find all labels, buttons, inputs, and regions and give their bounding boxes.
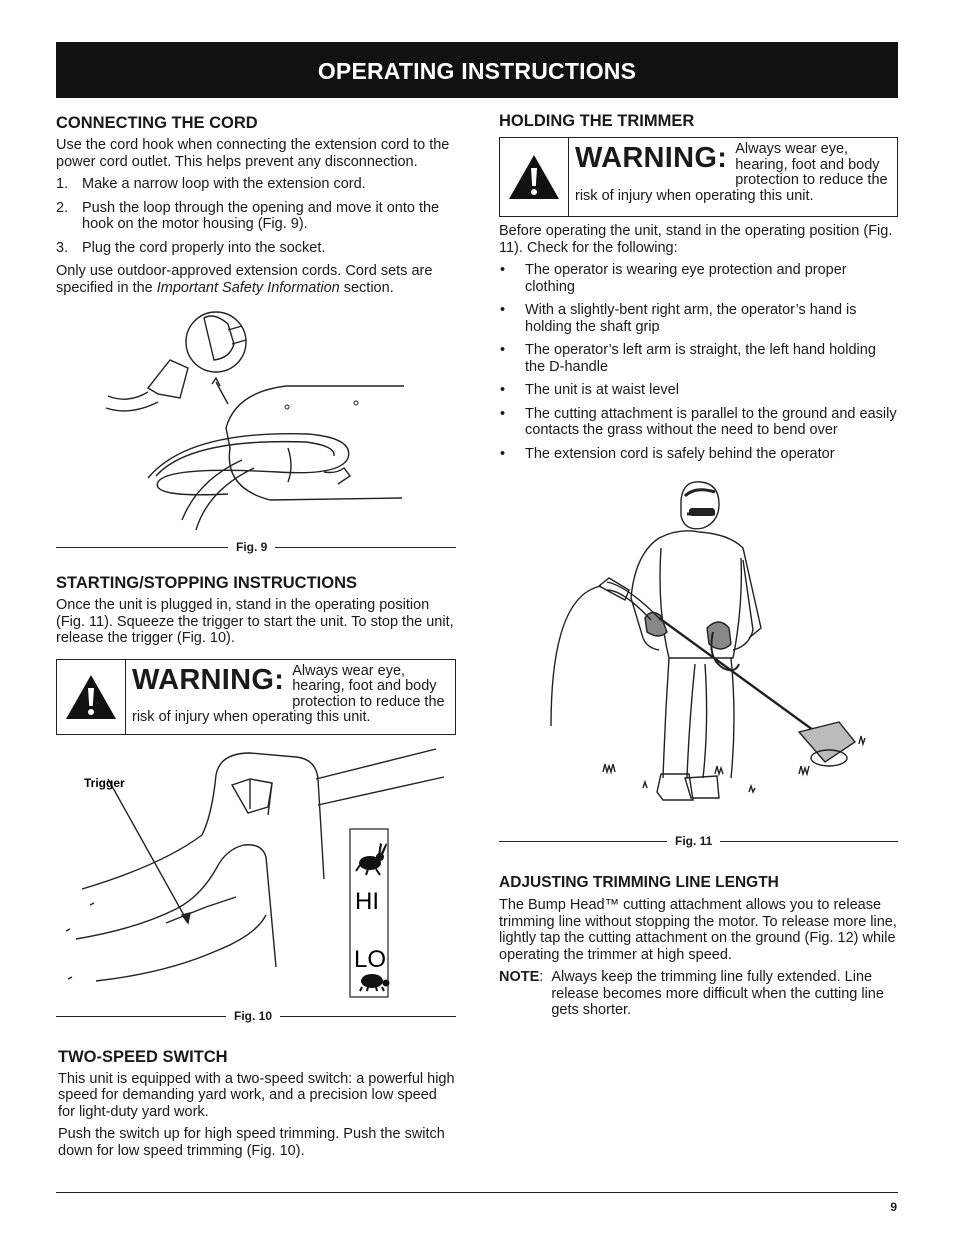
page-title: OPERATING INSTRUCTIONS <box>317 58 637 84</box>
safety-glasses <box>689 508 715 516</box>
list-item: • The unit is at waist level <box>500 382 679 398</box>
operator-drawing <box>499 474 898 826</box>
fig-11-illustration <box>499 474 898 826</box>
fig-9-label: Fig. 9 <box>228 540 275 554</box>
list-item: • The extension cord is safely behind the operator <box>500 445 835 462</box>
connecting-heading: CONNECTING THE CORD <box>56 114 258 132</box>
adjusting-heading: ADJUSTING TRIMMING LINE LENGTH <box>499 874 779 891</box>
left-column <box>56 113 456 1159</box>
warning-text-right: WARNING: Always wear eye, hearing, foot and body protection to reduce the risk of injury when operating this unit. <box>575 141 888 204</box>
warning-word: WARNING: <box>575 142 728 174</box>
holding-checklist <box>499 262 898 462</box>
two-speed-heading: TWO-SPEED SWITCH <box>58 1047 228 1066</box>
list-item: • With a slightly-bent right arm, the operator’s hand is holding the shaft grip <box>500 302 857 335</box>
holding-intro: Before operating the unit, stand in the operating position (Fig. 11). Check for the following: <box>499 223 893 256</box>
hi-label: HI <box>355 887 379 915</box>
page-banner <box>56 42 898 98</box>
warning-word: WARNING: <box>132 663 285 696</box>
fig-11-caption <box>499 834 898 848</box>
turtle-icon <box>360 974 390 991</box>
warning-icon-cell <box>500 138 569 216</box>
fig-9-illustration <box>56 300 456 540</box>
connecting-intro: Use the cord hook when connecting the extension cord to the power cord outlet. This helps prevent any disconnection. <box>56 137 450 170</box>
right-column <box>499 111 898 1019</box>
list-item: • The operator’s left arm is straight, the left hand holding the D-handle <box>500 342 876 375</box>
fig-10-caption <box>56 1009 456 1023</box>
page-number: 9 <box>890 1200 897 1214</box>
warning-text-left: WARNING: Always wear eye, hearing, foot and body protection to reduce the risk of injury when operating this unit. <box>132 662 445 725</box>
holding-heading: HOLDING THE TRIMMER <box>499 112 695 130</box>
lo-label: LO <box>354 945 387 973</box>
note-label: NOTE <box>499 969 540 985</box>
list-item: 3. Plug the cord properly into the socket. <box>56 239 326 256</box>
fig-10-label: Fig. 10 <box>226 1009 280 1023</box>
list-item: 1. Make a narrow loop with the extension cord. <box>56 176 366 192</box>
warning-triangle-icon <box>506 152 562 202</box>
fig-9-caption <box>56 540 456 554</box>
warning-triangle-icon <box>63 672 119 722</box>
footer-rule <box>56 1192 898 1193</box>
note-text: Always keep the trimming line fully extended. Line release becomes more difficult when the cutting line gets shorter. <box>551 969 884 1018</box>
two-speed-para-2: Push the switch up for high speed trimming. Push the switch down for low speed trimming (Fig. 10). <box>58 1126 445 1159</box>
fig-11-label: Fig. 11 <box>667 834 720 848</box>
connecting-steps <box>56 176 456 256</box>
cord-hook-drawing <box>56 300 456 540</box>
starting-text: Once the unit is plugged in, stand in the operating position (Fig. 11). Squeeze the trigger to start the unit. To stop the unit, release the trigger (Fig. 10). <box>56 597 454 646</box>
starting-heading: STARTING/STOPPING INSTRUCTIONS <box>56 574 357 592</box>
trigger-label: Trigger <box>84 775 125 790</box>
warning-icon-cell <box>57 660 126 734</box>
warning-box-left <box>56 659 456 735</box>
rabbit-icon <box>356 843 387 875</box>
list-item: • The operator is wearing eye protection and proper clothing <box>500 262 847 295</box>
cord-sets-paragraph: Only use outdoor-approved extension cords. Cord sets are specified in the Important Safety Information section. <box>56 263 433 296</box>
list-item: • The cutting attachment is parallel to the ground and easily contacts the grass without the need to bend over <box>500 405 897 438</box>
trigger-switch-drawing <box>56 745 456 1009</box>
list-item: 2. Push the loop through the opening and move it onto the hook on the motor housing (Fig. 9). <box>56 199 440 232</box>
note-block: NOTE : Always keep the trimming line fully extended. Line release becomes more difficult when the cutting line gets shorter. <box>499 969 898 1019</box>
two-speed-para-1: This unit is equipped with a two-speed switch: a powerful high speed for demanding yard work, and a precision low speed for light-duty yard work. <box>58 1070 455 1120</box>
fig-10-illustration <box>56 745 456 1009</box>
warning-box-right <box>499 137 898 217</box>
adjusting-text: The Bump Head™ cutting attachment allows you to release trimming line without stopping the motor. To release more line, lightly tap the cutting attachment on the ground (Fig. 12) while operating the trimmer at high speed. <box>499 897 897 963</box>
